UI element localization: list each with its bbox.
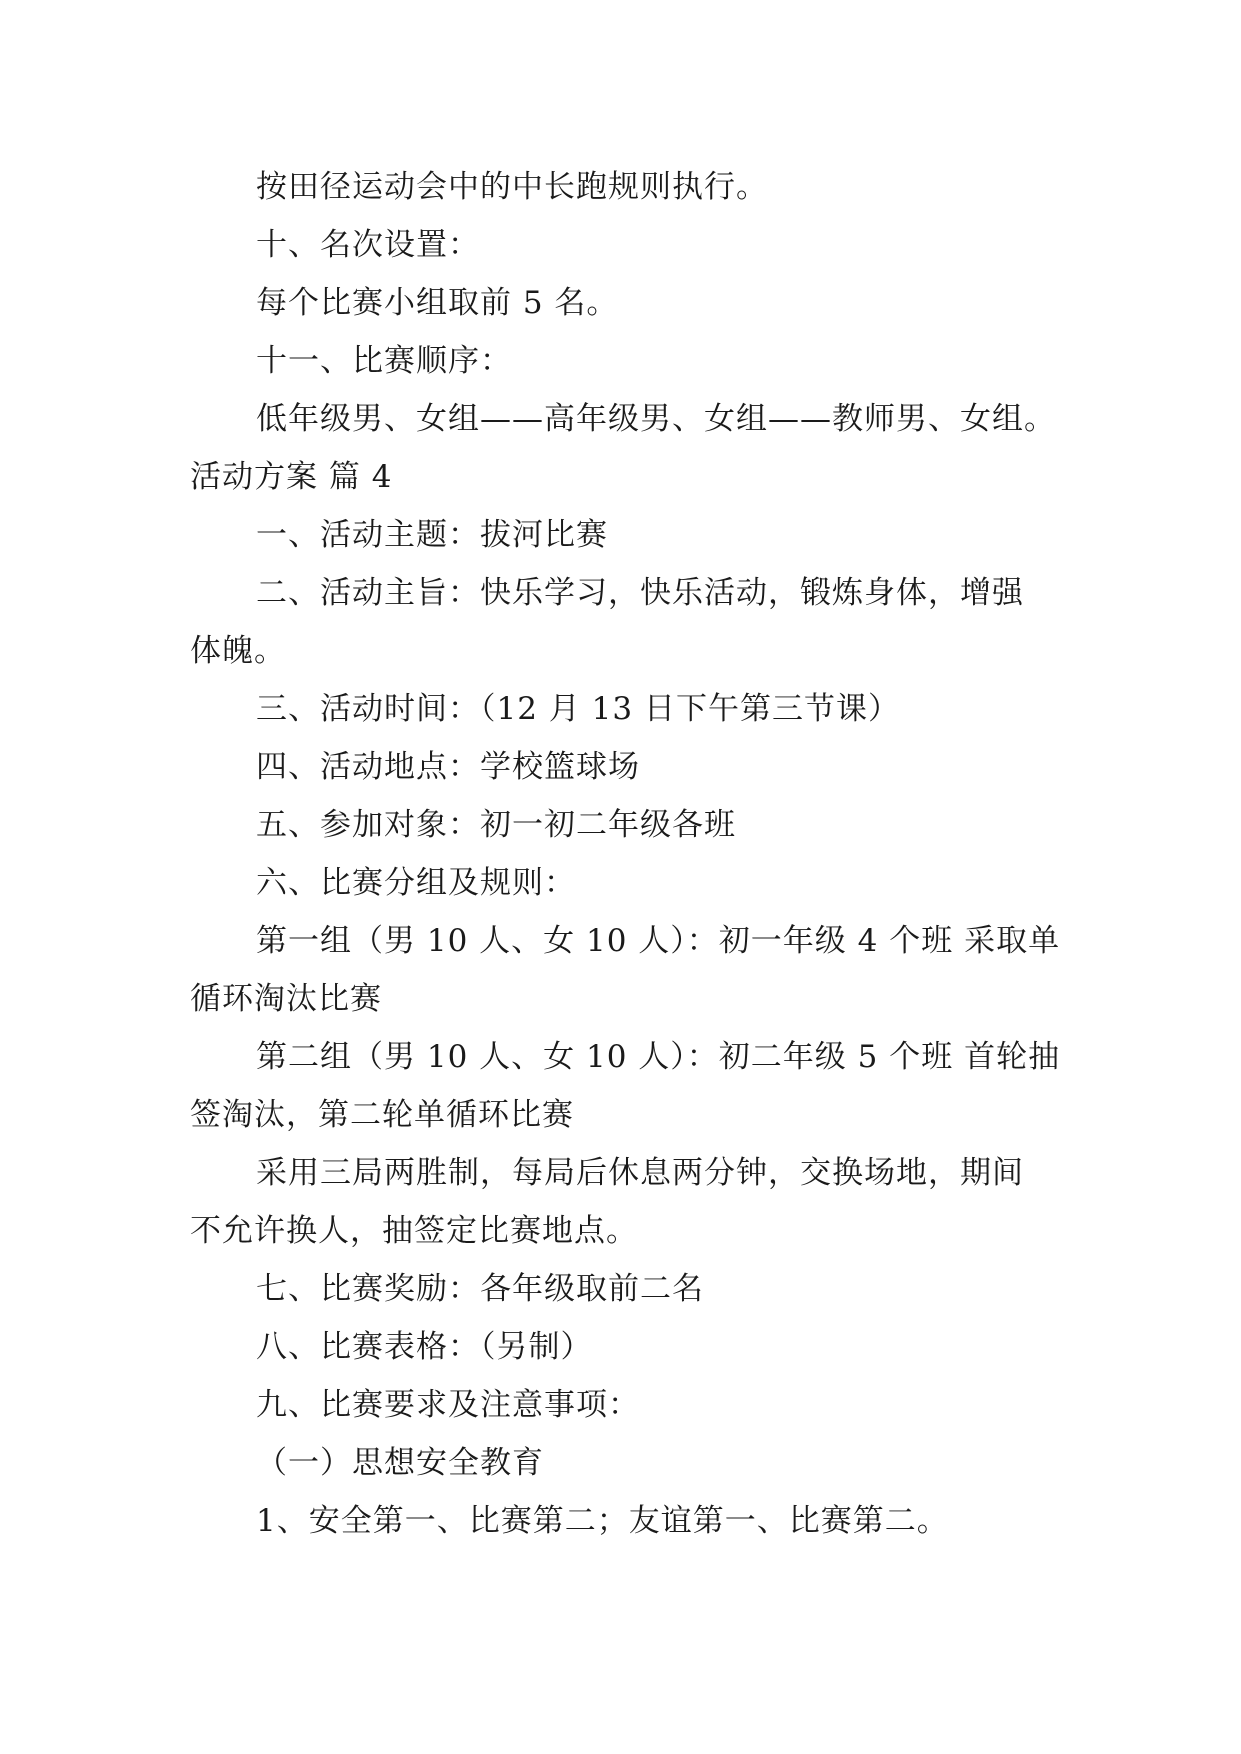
section-heading: 三、活动时间：（12 月 13 日下午第三节课） (256, 691, 900, 727)
section-heading: 九、比赛要求及注意事项： (256, 1387, 640, 1423)
section-heading: 四、活动地点：学校篮球场 (256, 749, 640, 785)
text-line: 每个比赛小组取前 5 名。 (256, 285, 619, 321)
section-heading: 十一、比赛顺序： (256, 343, 512, 379)
section-heading: 一、活动主题：拔河比赛 (256, 517, 608, 553)
section-heading: 六、比赛分组及规则： (256, 865, 576, 901)
subsection-heading: （一）思想安全教育 (256, 1445, 544, 1481)
text-line: 第二组（男 10 人、女 10 人）：初二年级 5 个班 首轮抽 (256, 1039, 1061, 1075)
text-line: 1、安全第一、比赛第二；友谊第一、比赛第二。 (256, 1503, 949, 1539)
document-heading: 活动方案 篇 4 (190, 459, 393, 495)
text-line: 低年级男、女组——高年级男、女组——教师男、女组。 (256, 401, 1056, 437)
text-line: 签淘汰，第二轮单循环比赛 (190, 1097, 574, 1133)
section-heading: 二、活动主旨：快乐学习，快乐活动，锻炼身体，增强 (256, 575, 1024, 611)
text-line: 按田径运动会中的中长跑规则执行。 (256, 169, 768, 205)
text-line: 不允许换人，抽签定比赛地点。 (190, 1213, 638, 1249)
section-heading: 八、比赛表格：（另制） (256, 1329, 593, 1365)
section-heading: 十、名次设置： (256, 227, 480, 263)
text-line: 循环淘汰比赛 (190, 981, 382, 1017)
section-heading: 五、参加对象：初一初二年级各班 (256, 807, 736, 843)
section-heading: 七、比赛奖励：各年级取前二名 (256, 1271, 704, 1307)
text-line: 体魄。 (190, 633, 286, 669)
text-line: 采用三局两胜制，每局后休息两分钟，交换场地，期间 (256, 1155, 1024, 1191)
text-line: 第一组（男 10 人、女 10 人）：初一年级 4 个班 采取单 (256, 923, 1061, 959)
